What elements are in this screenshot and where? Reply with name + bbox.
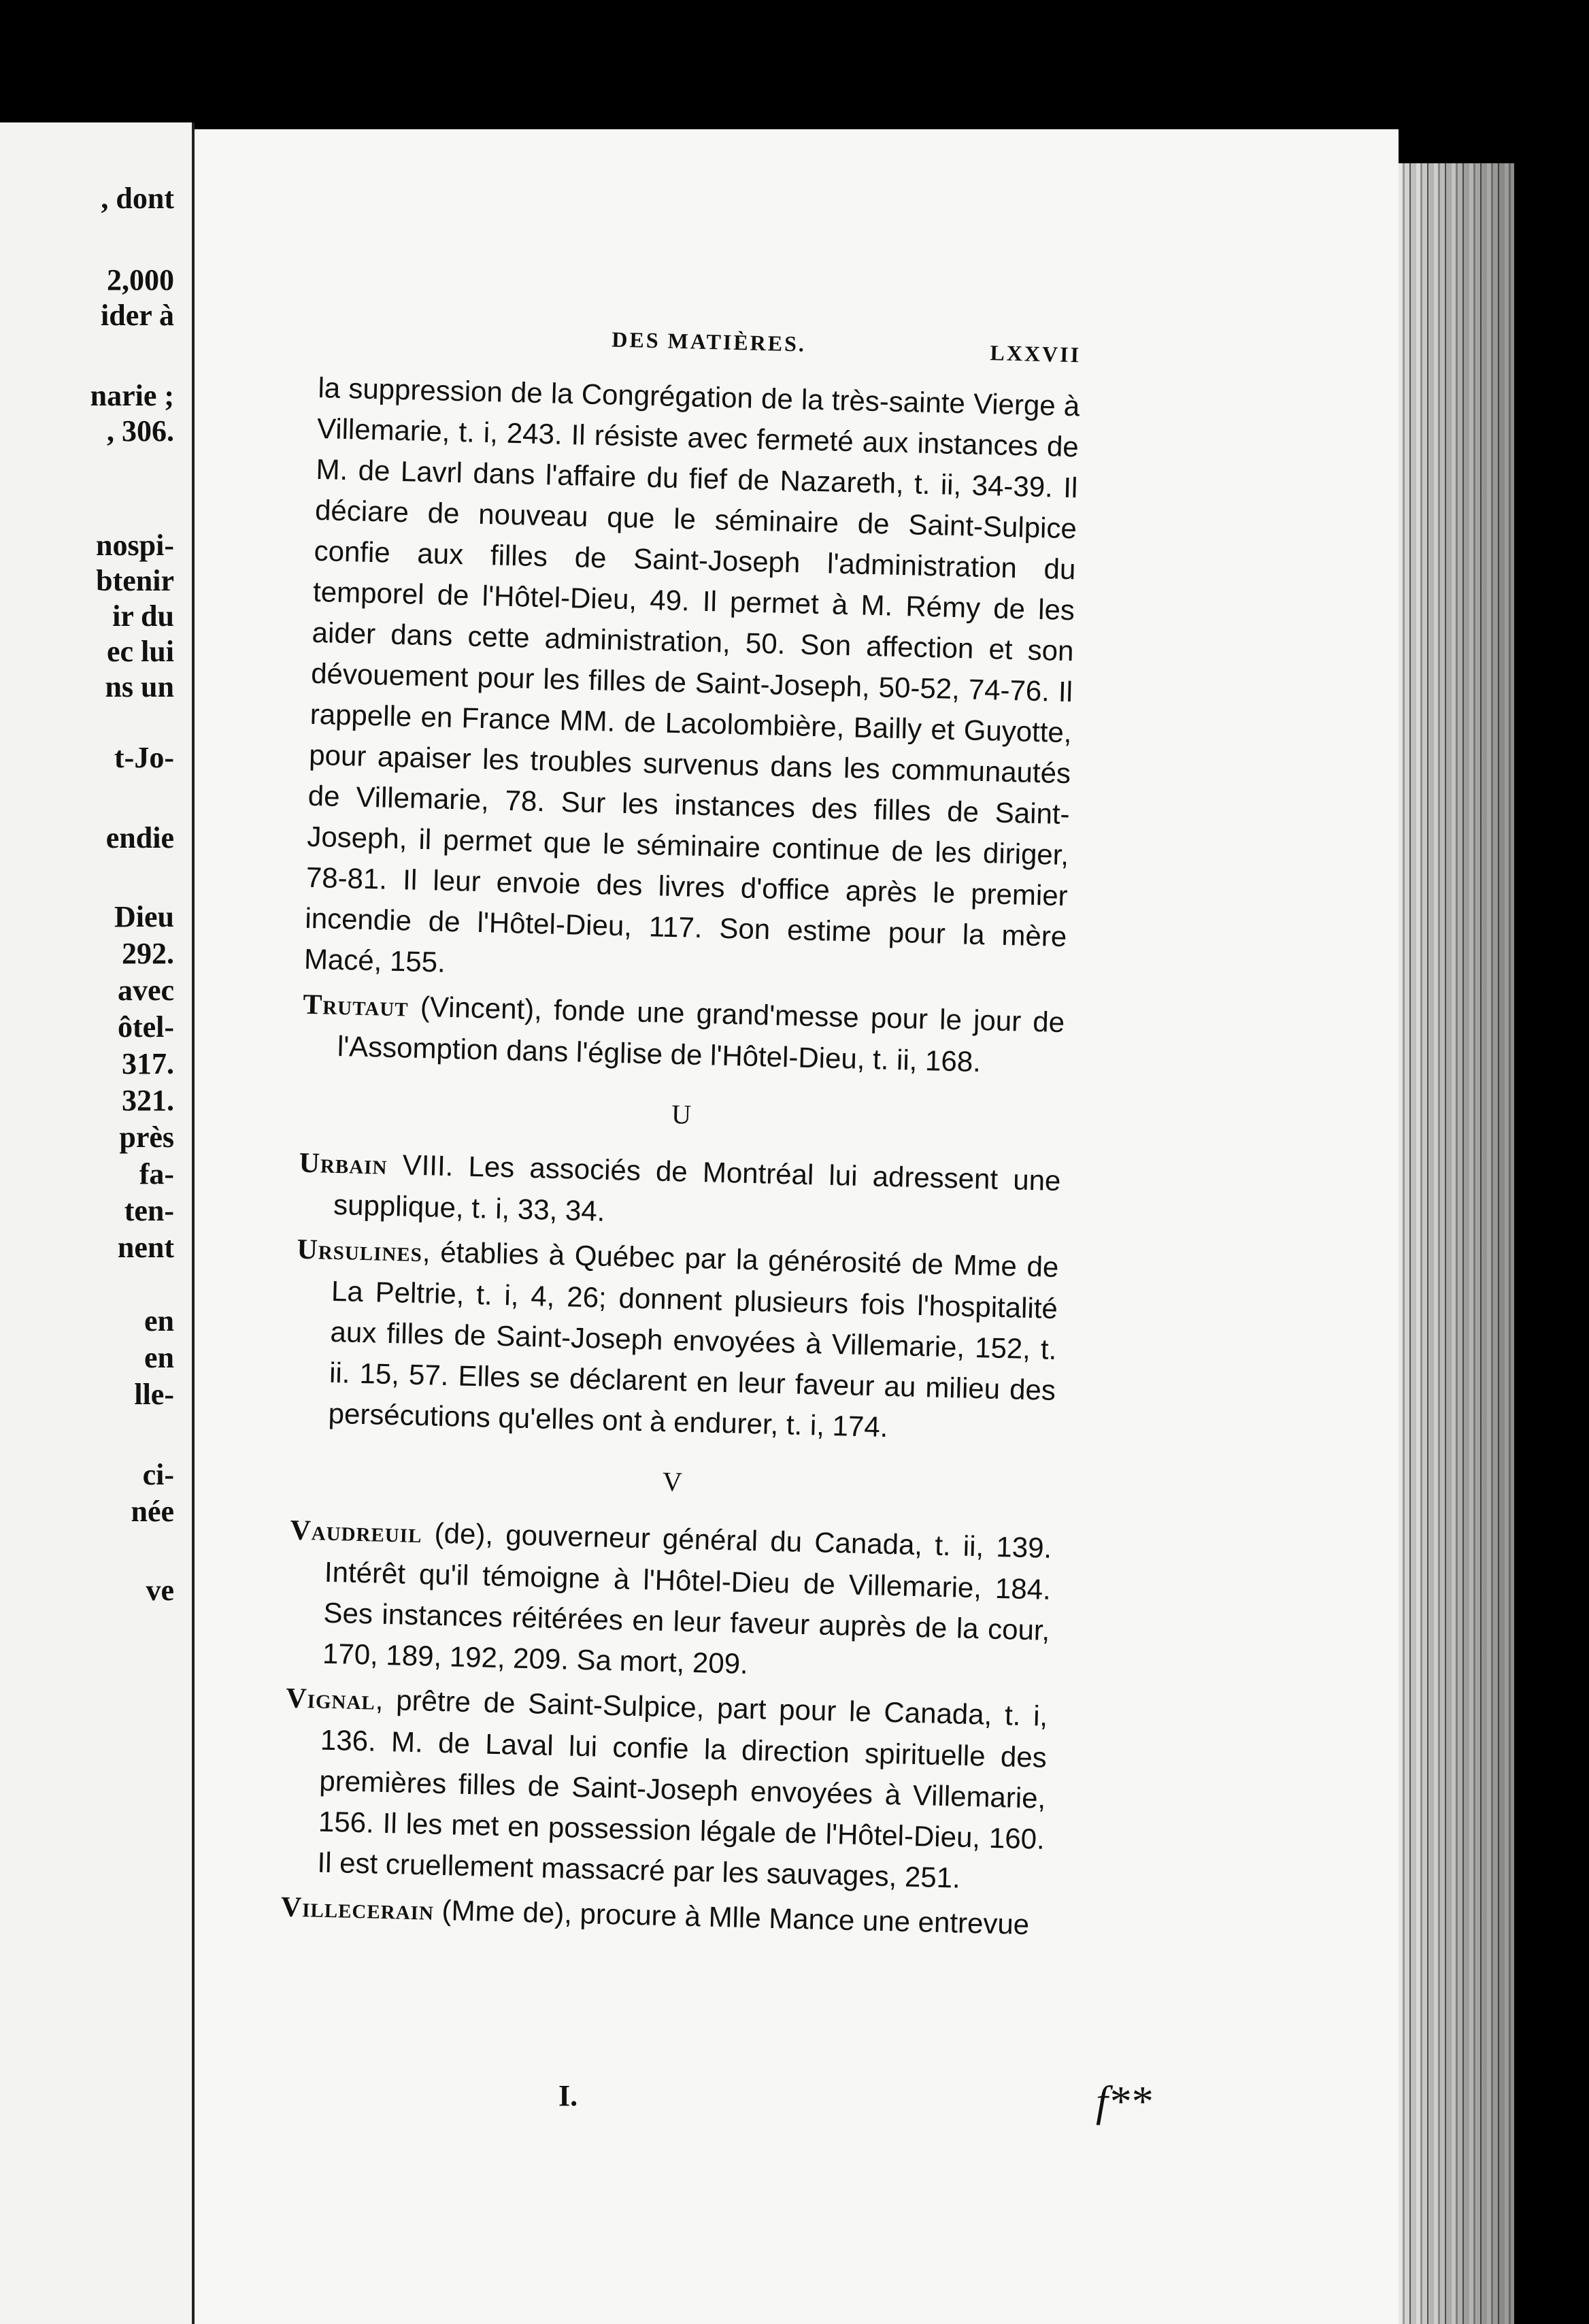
left-fragment: nospi- <box>96 529 174 562</box>
entry-heading: Vignal <box>285 1682 376 1716</box>
left-fragment: ir du <box>112 599 174 633</box>
left-fragment: endie <box>105 821 174 854</box>
left-fragment: t-Jo- <box>114 741 174 774</box>
entry-heading: Ursulines <box>297 1233 423 1269</box>
left-fragment: btenir <box>96 564 174 597</box>
entry-text: VIII. Les associés de Montréal lui adressent une supplique, t. i, 33, 34. <box>333 1148 1061 1227</box>
previous-page-fragment <box>0 122 192 2324</box>
left-fragment: avec <box>117 974 174 1007</box>
entry-text: , prêtre de Saint-Sulpice, part pour le Canada, t. i, 136. M. de Laval lui confie la direction spirituelle des premières filles de Saint-Joseph envoyées à Villemarie, 156. Il les met en possession légale de l'Hôtel-Dieu, 160. Il est cruellement massacré par les sauvages, 251. <box>317 1683 1048 1894</box>
left-fragment: fa- <box>139 1157 174 1191</box>
index-entry <box>292 1229 1059 1452</box>
left-fragment: , 306. <box>107 414 174 448</box>
left-fragment: près <box>119 1120 174 1154</box>
entry-text: (de), gouverneur général du Canada, t. ii, 139. Intérêt qu'il témoigne à l'Hôtel-Dieu de Villemarie, 184. Ses instances réitérées en leur faveur auprès de la cour, 170, 189, 192, 209. Sa mort, 209. <box>322 1516 1052 1680</box>
book-edge <box>1399 163 1514 2324</box>
left-fragment: nent <box>117 1231 174 1264</box>
entry-heading: Vaudreuil <box>289 1514 423 1550</box>
entry-text: , établies à Québec par la générosité de Mme de La Peltrie, t. i, 4, 26; donnent plusieurs fois l'hospitalité aux filles de Saint-Joseph envoyées à Villemarie, 152, t. ii. 15, 57. Elles se déclarent en leur faveur au milieu des persécutions qu'elles ont à endurer, t. i, 174. <box>328 1235 1059 1443</box>
index-entry <box>282 1677 1048 1900</box>
left-fragment: 321. <box>122 1084 174 1117</box>
left-fragment: ten- <box>124 1194 174 1227</box>
left-fragment: narie ; <box>90 379 174 412</box>
running-title: DES MATIÈRES. <box>611 327 807 356</box>
page-number: LXXVII <box>990 340 1082 367</box>
index-entry <box>298 1142 1062 1243</box>
left-fragment: ec lui <box>107 635 174 668</box>
left-fragment: en <box>144 1304 174 1338</box>
section-letter: V <box>662 1465 683 1497</box>
left-fragment: 317. <box>122 1047 174 1080</box>
left-fragment: 2,000 <box>107 263 174 297</box>
left-fragment: ider à <box>101 299 174 332</box>
left-fragment: Dieu <box>114 900 174 933</box>
left-fragment: en <box>144 1341 174 1374</box>
left-fragment: , dont <box>101 182 174 215</box>
entry-heading: Villecerain <box>280 1891 435 1927</box>
index-entry <box>301 984 1065 1084</box>
index-entry <box>286 1509 1052 1691</box>
gathering-mark: f** <box>1096 2077 1152 2125</box>
left-fragment: ns un <box>105 670 174 703</box>
left-fragment: ve <box>146 1574 174 1607</box>
entry-text: (Vincent), fonde une grand'messe pour le jour de l'Assomption dans l'église de l'Hôtel-Dieu, t. ii, 168. <box>337 990 1065 1078</box>
left-fragment: ci- <box>142 1458 174 1491</box>
page-content <box>280 320 1081 1946</box>
entry-heading: Urbain <box>299 1147 388 1181</box>
continued-entry: la suppression de la Congrégation de la très-sainte Vierge à Villemarie, t. i, 243. Il résiste avec fermeté aux instances de M. de Lavrl dans l'affaire du fief de Nazareth, t. ii, 34-39. Il déciare de nouveau que le séminaire de Saint-Sulpice confie aux filles de Saint-Joseph l'administration du temporel de l'Hôtel-Dieu, 49. Il permet à M. Rémy de les aider dans cette administration, 50. Son affection et son dévouement pour les filles de Saint-Joseph, 50-52, 74-76. Il rappelle en France MM. de Lacolombière, Bailly et Guyotte, pour apaiser les troubles survenus dans les communautés de Villemarie, 78. Sur les instances des filles de Saint-Joseph, il permet que le séminaire continue de les diriger, 78-81. Il leur envoie des livres d'office après le premier incendie de l'Hôtel-Dieu, 117. Son estime pour la mère Macé, 155. <box>303 371 1080 978</box>
left-fragment: lle- <box>134 1378 174 1411</box>
signature-mark: I. <box>558 2079 578 2112</box>
left-fragment: née <box>131 1495 174 1528</box>
left-fragment: 292. <box>122 937 174 970</box>
left-fragment: ôtel- <box>117 1010 174 1044</box>
entry-text: (Mme de), procure à Mlle Mance une entrevue <box>433 1893 1030 1941</box>
section-letter: U <box>671 1098 692 1130</box>
entry-heading: Trutaut <box>302 989 409 1023</box>
